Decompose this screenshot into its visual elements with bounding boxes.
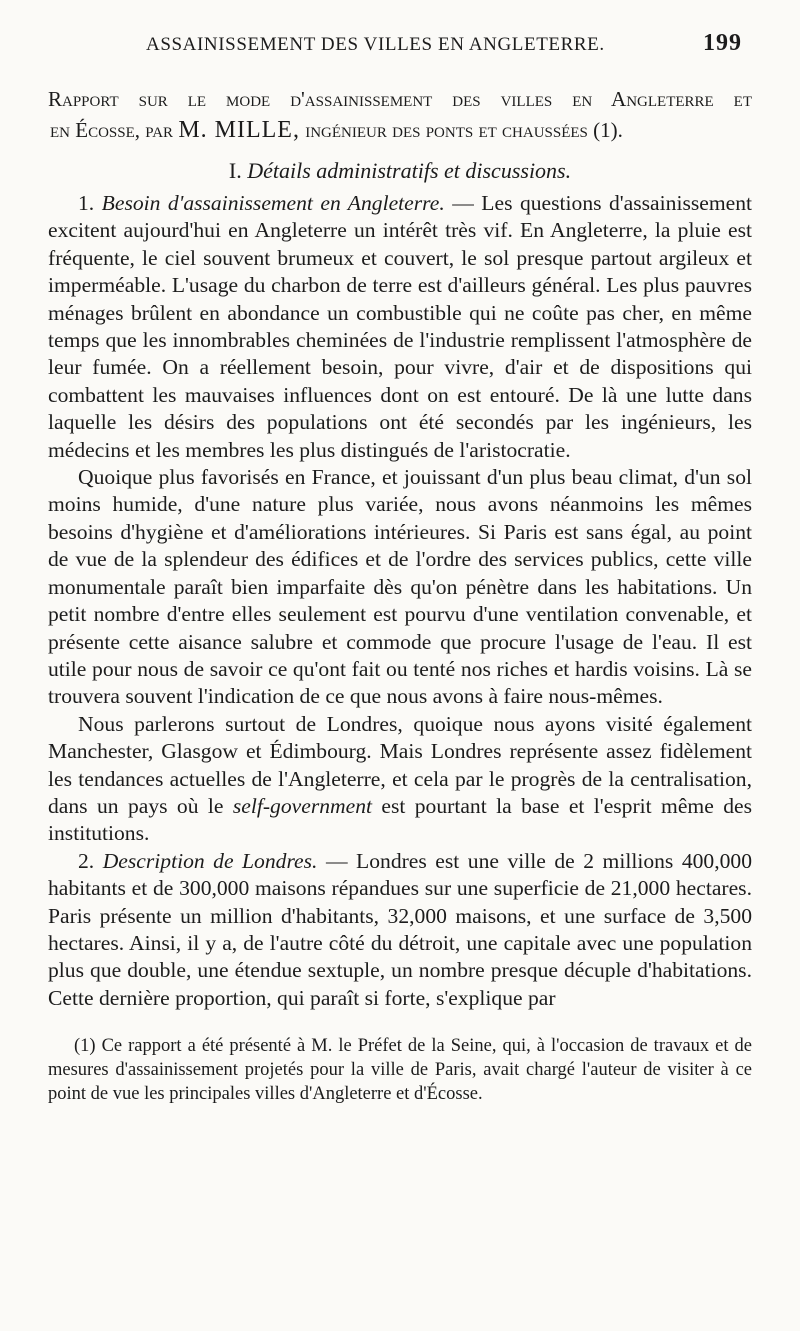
paragraph-1-text: — Les questions d'assainissement excitent aujourd'hui en Angleterre un intérêt très vif. En Angleterre, la pluie est fréquente, le ciel souvent brumeux et couvert, le sol presque partout argileux et imperméable. L'usage du charbon de terre est d'ailleurs général. Les plus pauvres ménages brûlent en abondance un combustible qui ne coûte pas cher, en même temps que les innombrables cheminées de l'industrie remplissent l'atmosphère de leur fumée. On a réellement besoin, pour vivre, d'air et de dispositions qui combattent les mauvaises influences dont on est entouré. De là une lutte dans laquelle les désirs des populations ont été secondés par les ingénieurs, les médecins et les membres les plus distingués de l'aristocratie. [48, 191, 753, 462]
paragraph-4-text: — Londres est une ville de 2 millions 400,000 habitants et de 300,000 maisons répandues sur une superficie de 21,000 hectares. Paris présente un million d'habitants, 32,000 maisons, et une surface de 3,500 hectares. Ainsi, il y a, de l'autre côté du détroit, une capitale avec une population plus que double, une étendue sextuple, un nombre presque décuple d'habitations. Cette dernière proportion, qui paraît si forte, s'explique par [48, 848, 752, 1010]
running-head [48, 30, 752, 70]
section-heading [48, 158, 752, 184]
page-number: 199 [703, 30, 742, 56]
report-title-line-1: Rapport sur le mode d'assainissement des villes en Angleterre et [48, 87, 752, 111]
paragraph-4-heading: Description de Londres. [102, 848, 318, 873]
paragraph-1-number: 1. [78, 191, 102, 215]
paragraph-4-number: 2. [78, 848, 103, 873]
paragraph-2: Quoique plus favorisés en France, et jouissant d'un plus beau climat, d'un sol moins humide, d'une nature plus variée, nous avons néanmoins les mêmes besoins d'hygiène et d'améliorations intérieures. Si Paris est sans égal, au point de vue de la splendeur des édifices et de l'ordre des services publics, cette ville monumentale paraît bien imparfaite dès qu'on pénètre dans les habitations. Un petit nombre d'entre elles seulement est pourvu d'une ventilation convenable, et présente cette aisance salubre et commode que procure l'usage de l'eau. Il est utile pour nous de savoir ce qu'ont fait ou tenté nos riches et hardis voisins. Là se trouvera souvent l'indication de ce que nous avons à faire nous-mêmes. [48, 465, 752, 709]
paragraph-3-text-a: Nous parlerons surtout de Londres, quoique nous ayons visité également Manchester, Glasgow et Édimbourg. Mais Londres représente assez fidèlement les tendances actuelles de l'Angleterre, et cela par le progrès de la centralisation, dans un pays où le [48, 711, 752, 818]
paragraph-3-text-b: est pourtant la base et l'esprit même des institutions. [48, 793, 752, 846]
paragraph-1-heading: Besoin d'assainissement en Angleterre. [101, 191, 445, 215]
section-number: I. [228, 158, 242, 183]
footnote [48, 1034, 752, 1106]
report-title-prefix: en Écosse, par [50, 118, 179, 142]
report-title-line-2 [48, 115, 752, 146]
running-head-title: ASSAINISSEMENT DES VILLES EN ANGLETERRE. [146, 34, 605, 55]
section-title: Détails administratifs et discussions. [247, 158, 572, 183]
footnote-text: (1) Ce rapport a été présenté à M. le Préfet de la Seine, qui, à l'occasion de travaux et de mesures d'assainissement projetés pour la ville de Paris, avait chargé l'auteur de visiter à ce point de vue les principales villes d'Angleterre et d'Écosse. [48, 1036, 752, 1105]
paragraph-3 [48, 711, 752, 848]
report-author: M. MILLE, [178, 117, 300, 143]
body-text [48, 190, 752, 1012]
footnote-separator [48, 1012, 752, 1034]
paragraph-4 [48, 848, 752, 1012]
report-title [48, 84, 752, 146]
report-title-suffix: ingénieur des ponts et chaussées (1). [299, 118, 623, 142]
paragraph-1 [48, 190, 752, 464]
paragraph-3-emphasis: self-government [232, 793, 372, 818]
